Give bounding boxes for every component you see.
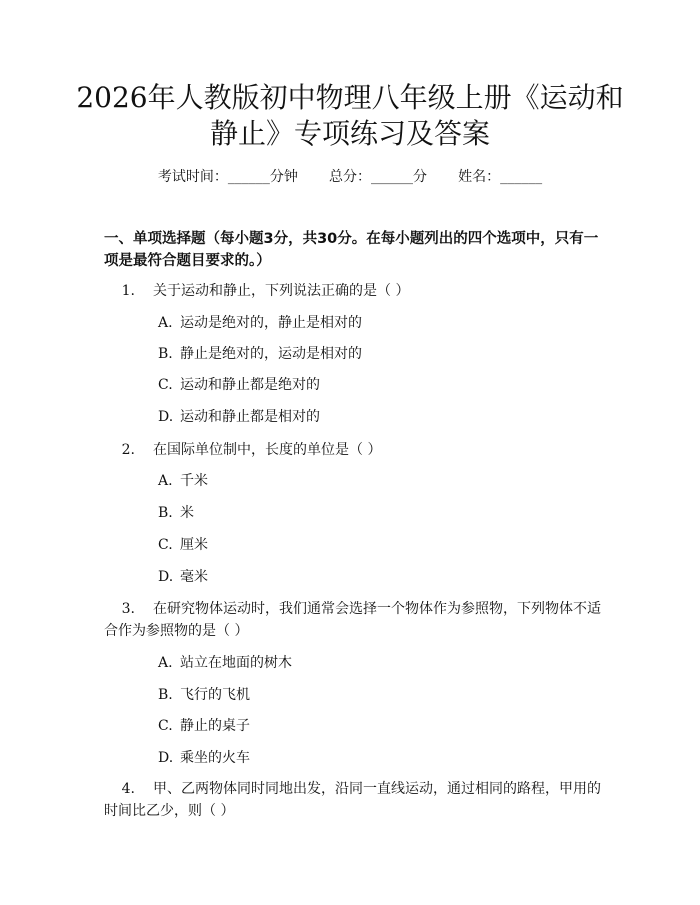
question-text: 在国际单位制中，长度的单位是（ ）	[153, 442, 382, 458]
question-text: 甲、乙两物体同时同地出发，沿同一直线运动，通过相同的路程，甲用的时间比乙少，则（ ）	[104, 781, 601, 819]
total-score-field: 总分：______分	[329, 169, 427, 185]
exam-time-field: 考试时间：______分钟	[157, 169, 298, 185]
question-4	[104, 778, 604, 822]
option-2a	[158, 471, 208, 491]
option-2d	[158, 567, 208, 587]
question-text: 在研究物体运动时，我们通常会选择一个物体作为参照物，下列物体不适合作为参照物的是（ ）	[104, 601, 601, 639]
option-letter: A.	[158, 473, 173, 489]
option-1a	[158, 313, 362, 333]
question-number: 3.	[121, 601, 135, 617]
option-letter: A.	[158, 315, 173, 331]
option-text: 乘坐的火车	[180, 750, 250, 766]
question-number: 2.	[121, 442, 135, 458]
option-text: 飞行的飞机	[180, 687, 250, 703]
option-3d	[158, 748, 250, 768]
question-1	[104, 280, 604, 302]
option-1b	[158, 344, 362, 364]
option-2b	[158, 503, 194, 523]
option-3c	[158, 716, 250, 736]
option-text: 静止是绝对的，运动是相对的	[180, 346, 362, 362]
option-text: 运动和静止都是绝对的	[180, 377, 320, 393]
option-text: 运动是绝对的，静止是相对的	[180, 315, 362, 331]
option-letter: D.	[158, 409, 174, 425]
question-3	[104, 598, 604, 642]
option-letter: B.	[158, 505, 173, 521]
question-number: 1.	[121, 283, 135, 299]
question-number: 4.	[121, 781, 135, 797]
section-heading: 一、单项选择题（每小题3分，共30分。在每小题列出的四个选项中，只有一项是最符合题目要求的。）	[104, 231, 599, 269]
option-text: 静止的桌子	[180, 718, 250, 734]
option-3b	[158, 685, 250, 705]
question-text: 关于运动和静止，下列说法正确的是（ ）	[153, 283, 410, 299]
option-3a	[158, 653, 292, 673]
option-text: 毫米	[180, 569, 208, 585]
option-text: 厘米	[180, 537, 208, 553]
option-text: 运动和静止都是相对的	[180, 409, 320, 425]
option-letter: A.	[158, 655, 173, 671]
page-title-line-2: 静止》专项练习及答案	[209, 117, 490, 150]
option-letter: B.	[158, 346, 173, 362]
exam-meta	[0, 168, 700, 186]
option-2c	[158, 535, 208, 555]
option-text: 千米	[180, 473, 208, 489]
student-name-field: 姓名：______	[458, 169, 543, 185]
option-letter: C.	[158, 377, 173, 393]
option-1c	[158, 375, 320, 395]
option-letter: C.	[158, 537, 173, 553]
option-letter: B.	[158, 687, 173, 703]
option-text: 站立在地面的树木	[180, 655, 292, 671]
option-1d	[158, 407, 320, 427]
page-title-line-1: 2026年人教版初中物理八年级上册《运动和	[76, 81, 624, 114]
option-letter: D.	[158, 569, 174, 585]
option-letter: C.	[158, 718, 173, 734]
option-text: 米	[180, 505, 194, 521]
option-letter: D.	[158, 750, 174, 766]
question-2	[104, 439, 604, 461]
